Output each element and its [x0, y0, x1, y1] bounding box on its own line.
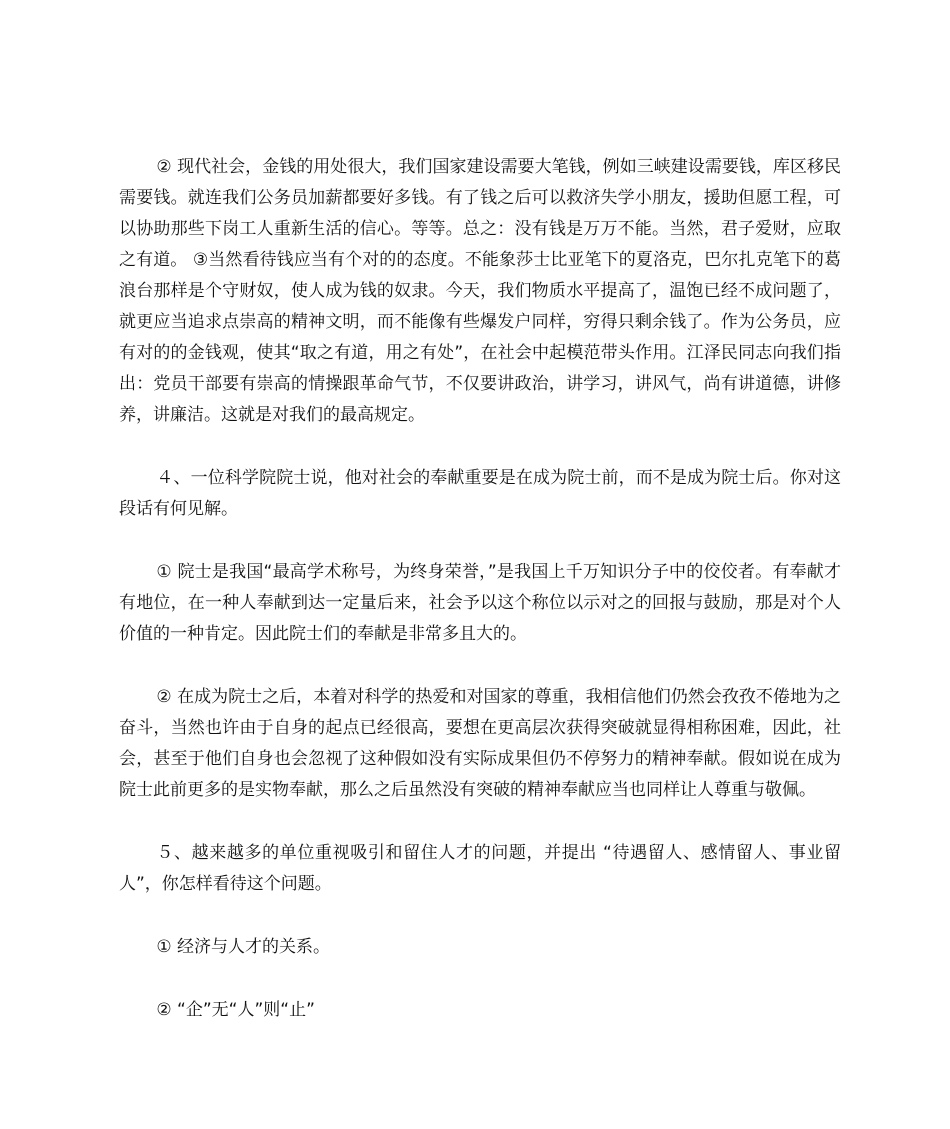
paragraph-money-view: ② 现代社会，金钱的用处很大，我们国家建设需要大笔钱，例如三峡建设需要钱，库区移民需要钱。就连我们公务员加薪都要好多钱。有了钱之后可以救济失学小朋友，援助但愿工程，可以协助那些下岗工人重新生活的信心。等等。总之：没有钱是万万不能。当然，君子爱财，应取之有道。 ③当然看待钱应当有个对的的态度。不能象莎士比亚笔下的夏洛克，巴尔扎克笔下的葛浪台那样是个守财奴，使人成为钱的奴隶。今天，我们物质水平提高了，温饱已经不成问题了，就更应当追求点崇高的精神文明，而不能像有些爆发户同样，穷得只剩余钱了。作为公务员，应有对的的金钱观，使其“取之有道，用之有处”，在社会中起模范带头作用。江泽民同志向我们指出：党员干部要有崇高的情操跟革命气节，不仅要讲政治，讲学习，讲风气，尚有讲道德，讲修养，讲廉洁。这就是对我们的最高规定。: [119, 157, 841, 425]
answer-4-point-1: ① 院士是我国“最高学术称号，为终身荣誉，”是我国上千万知识分子中的佼佼者。有奉献才有地位，在一种人奉献到达一定量后来，社会予以这个称位以示对之的回报与鼓励，那是对个人价值的一种肯定。因此院士们的奉献是非常多且大的。: [119, 562, 841, 644]
paragraph-gap: [119, 431, 841, 463]
question-5: ５、越来越多的单位重视吸引和留住人才的问题，并提出 “待遇留人、感情留人、事业留人”，你怎样看待这个问题。: [119, 843, 841, 894]
paragraph-gap: [119, 650, 841, 682]
answer-5-point-1: ① 经济与人才的关系。: [156, 937, 331, 957]
paragraph-gap: [119, 806, 841, 838]
document-page: [119, 152, 841, 1026]
paragraph-gap: [119, 525, 841, 557]
answer-4-point-2: ② 在成为院士之后，本着对科学的热爱和对国家的尊重，我相信他们仍然会孜孜不倦地为之奋斗，当然也许由于自身的起点已经很高，要想在更高层次获得突破就显得相称困难，因此，社会，甚至于他们自身也会忽视了这种假如没有实际成果但仍不停努力的精神奉献。假如说在成为院士此前更多的是实物奉献，那么之后虽然没有突破的精神奉献应当也同样让人尊重与敬佩。: [119, 687, 841, 800]
question-4: ４、一位科学院院士说，他对社会的奉献重要是在成为院士前，而不是成为院士后。你对这段话有何见解。: [119, 468, 841, 519]
answer-5-point-2: ② “企”无“人”则“止”: [156, 1000, 315, 1020]
paragraph-gap: [119, 900, 841, 932]
paragraph-gap: [119, 963, 841, 995]
